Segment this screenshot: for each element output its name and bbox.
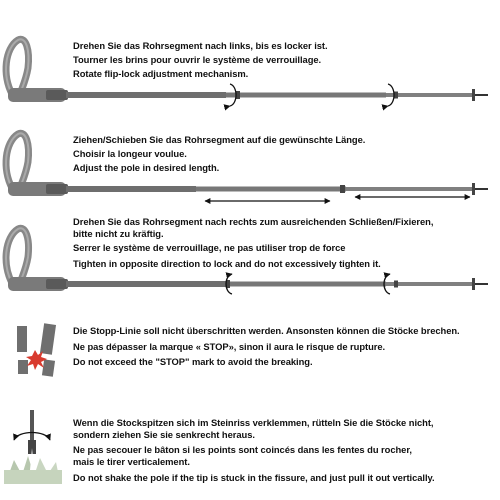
step-2-french: Choisir la longeur voulue.	[73, 148, 187, 159]
step-4-french: Ne pas dépasser la marque « STOP», sinon il aura le risque de rupture.	[73, 341, 386, 352]
step-3-french: Serrer le système de verrouillage, ne pas utiliser trop de force	[73, 242, 346, 253]
step-1-french: Tourner les brins pour ouvrir le système de verrouillage.	[73, 54, 322, 65]
step-5-german-line2: sondern ziehen Sie sie senkrecht heraus.	[73, 429, 255, 440]
step-2-english: Adjust the pole in desired length.	[73, 162, 220, 173]
step-3-german-line2: bitte nicht zu kräftig.	[73, 228, 164, 239]
stop-mark-illustration	[17, 323, 56, 376]
step-1-german: Drehen Sie das Rohrsegment nach links, bis es locker ist.	[73, 40, 328, 51]
step-5-german-line1: Wenn die Stockspitzen sich im Steinriss verklemmen, rütteln Sie die Stöcke nicht,	[73, 417, 434, 428]
step-5-french-line2: mais le tirer verticalement.	[73, 456, 190, 467]
step-4-english: Do not exceed the "STOP" mark to avoid the breaking.	[73, 356, 313, 367]
step-1-english: Rotate flip-lock adjustment mechanism.	[73, 68, 249, 79]
step-5-english: Do not shake the pole if the tip is stuck in the fissure, and just pull it out vertically.	[73, 472, 435, 483]
step-2-german: Ziehen/Schieben Sie das Rohrsegment auf die gewünschte Länge.	[73, 134, 366, 145]
stuck-tip-illustration	[4, 410, 62, 484]
step-4-german: Die Stopp-Linie soll nicht überschritten werden. Ansonsten können die Stöcke brechen.	[73, 325, 460, 336]
step-3-english: Tighten in opposite direction to lock and do not excessively tighten it.	[73, 258, 381, 269]
step-3-german-line1: Drehen Sie das Rohrsegment nach rechts zum ausreichenden Schließen/Fixieren,	[73, 216, 434, 227]
step-5-french-line1: Ne pas secouer le bâton si les points sont coincés dans les fentes du rocher,	[73, 444, 412, 455]
